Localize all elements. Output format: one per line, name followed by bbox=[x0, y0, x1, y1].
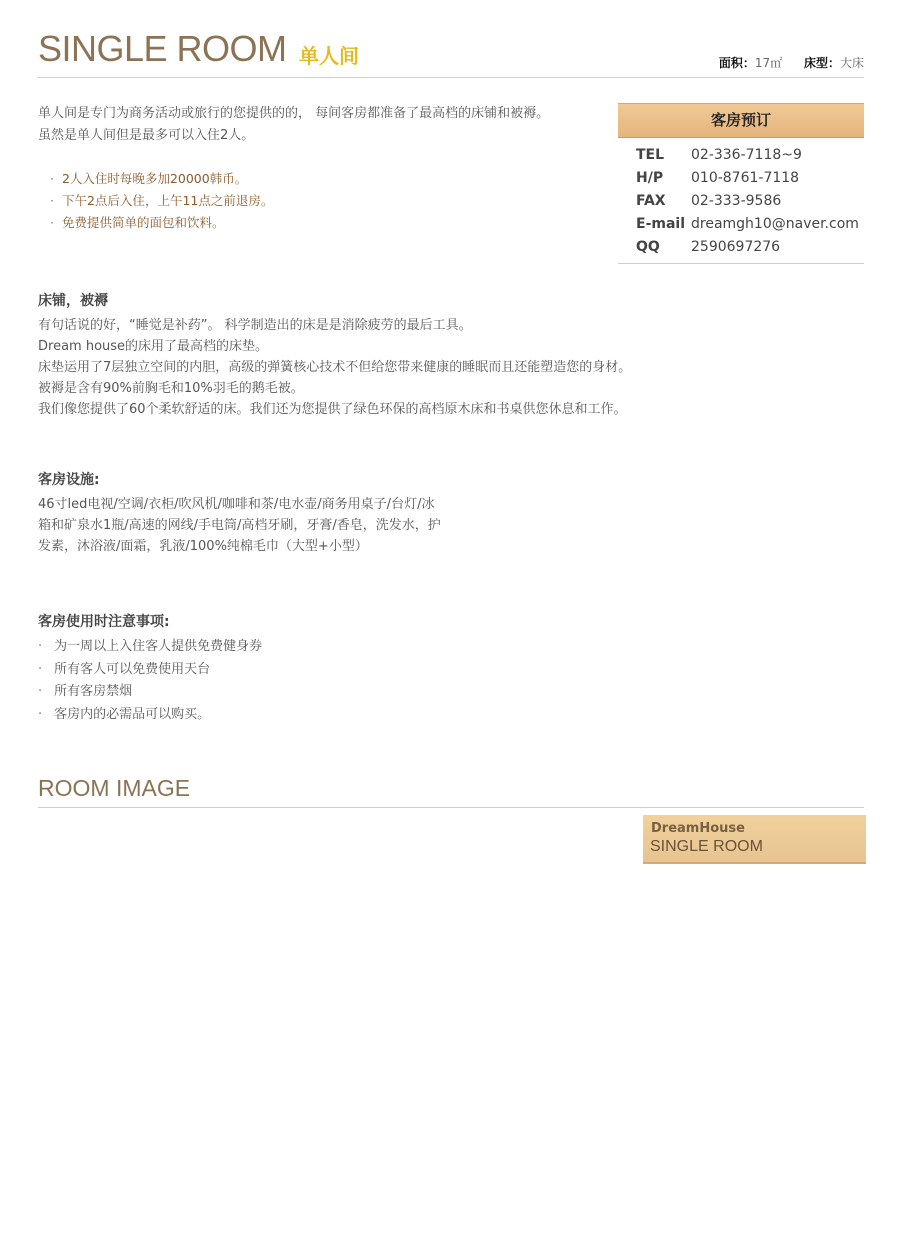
header-divider bbox=[38, 77, 864, 78]
text-line: 床垫运用了7层独立空间的内胆，高级的弹簧核心技术不但给您带来健康的睡眠而且还能塑造您的身材。 bbox=[38, 360, 632, 375]
area-value: 17㎡ bbox=[754, 56, 783, 70]
contact-key: H/P bbox=[636, 170, 664, 186]
room-image-divider bbox=[38, 807, 864, 808]
text-line: 箱和矿泉水1瓶/高速的网线/手电筒/高档牙刷，牙膏/香皂，洗发水，护 bbox=[38, 518, 441, 533]
bedding-text bbox=[38, 315, 631, 420]
contact-row-email bbox=[636, 213, 864, 236]
intro-bullets bbox=[50, 168, 273, 234]
text-line: 被褥是含有90%前胸毛和10%羽毛的鹅毛被。 bbox=[38, 381, 304, 396]
list-item: · 所有客房禁烟 bbox=[38, 681, 262, 704]
contact-value: 2590697276 bbox=[691, 239, 781, 255]
room-meta bbox=[719, 54, 864, 71]
facilities-heading: 客房设施: bbox=[38, 472, 100, 488]
list-item: · 所有客人可以免费使用天台 bbox=[38, 659, 262, 682]
contact-value[interactable]: dreamgh10@naver.com bbox=[691, 216, 859, 232]
contact-value[interactable]: 02-336-7118~9 bbox=[691, 147, 802, 163]
booking-panel bbox=[618, 103, 864, 264]
text-line: 有句话说的好，“睡觉是补药”。 科学制造出的床是是消除疲劳的最后工具。 bbox=[38, 318, 472, 333]
page-title: SINGLE ROOM bbox=[38, 28, 287, 69]
booking-contacts bbox=[618, 138, 864, 264]
contact-row-tel bbox=[636, 144, 864, 167]
bed-value: 大床 bbox=[839, 56, 864, 70]
contact-value[interactable]: 010-8761-7118 bbox=[691, 170, 800, 186]
contact-key: QQ bbox=[636, 239, 660, 255]
room-image-badge bbox=[643, 815, 866, 864]
intro-line: 单人间是专门为商务活动或旅行的您提供的的， 每间客房都准备了最高档的床铺和被褥。 bbox=[38, 106, 550, 121]
text-line: 发素，沐浴液/面霜，乳液/100%纯棉毛巾（大型+小型） bbox=[38, 539, 368, 554]
facilities-text bbox=[38, 494, 441, 557]
list-item: · 为一周以上入住客人提供免费健身券 bbox=[38, 636, 262, 659]
contact-key: FAX bbox=[636, 193, 666, 209]
bedding-heading: 床铺，被褥 bbox=[38, 293, 108, 309]
text-line: Dream house的床用了最高档的床垫。 bbox=[38, 339, 269, 354]
notes-heading: 客房使用时注意事项: bbox=[38, 614, 170, 630]
bed-label: 床型： bbox=[803, 56, 840, 70]
contact-row-hp bbox=[636, 167, 864, 190]
badge-brand: DreamHouse bbox=[651, 821, 745, 836]
list-item: · 免费提供简单的面包和饮料。 bbox=[50, 212, 273, 234]
notes-list bbox=[38, 636, 262, 726]
area-label: 面积： bbox=[718, 56, 755, 70]
list-item: · 客房内的必需品可以购买。 bbox=[38, 704, 262, 727]
list-item: · 2人入住时每晚多加20000韩币。 bbox=[50, 168, 273, 190]
room-image-heading: ROOM IMAGE bbox=[38, 775, 191, 801]
text-line: 我们像您提供了60个柔软舒适的床。我们还为您提供了绿色环保的高档原木床和书桌供您休息和工作。 bbox=[38, 402, 627, 417]
contact-key: TEL bbox=[636, 147, 665, 163]
list-item: · 下午2点后入住，上午11点之前退房。 bbox=[50, 190, 273, 212]
badge-title: SINGLE ROOM bbox=[650, 838, 763, 855]
contact-value: 02-333-9586 bbox=[691, 193, 782, 209]
intro-text bbox=[38, 103, 598, 147]
text-line: 46寸led电视/空调/衣柜/吹风机/咖啡和茶/电水壶/商务用桌子/台灯/冰 bbox=[38, 497, 435, 512]
intro-line: 虽然是单人间但是最多可以入住2人。 bbox=[38, 128, 255, 143]
contact-row-qq bbox=[636, 236, 864, 259]
page-title-cn: 单人间 bbox=[299, 44, 359, 68]
contact-key: E-mail bbox=[636, 216, 686, 232]
contact-row-fax bbox=[636, 190, 864, 213]
booking-title: 客房预订 bbox=[618, 103, 864, 138]
